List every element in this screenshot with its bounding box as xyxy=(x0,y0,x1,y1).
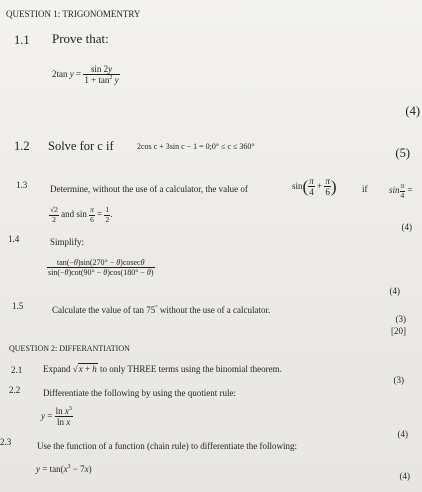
question-1-4-number: 1.4 xyxy=(8,234,20,244)
question-2-heading: QUESTION 2: DIFFERANTIATION xyxy=(9,344,130,353)
question-2-2-expression: y = $\frac{\ln x^3}{\text{ln x}}$ xyxy=(41,406,72,428)
question-1-3-if: if xyxy=(362,184,368,194)
question-1-1-marks: (4) xyxy=(405,104,420,118)
question-1-heading: QUESTION 1: TRIGONOMENTRY xyxy=(6,9,141,19)
question-1-5-text-pre: Calculate the value of tan 75 xyxy=(52,305,156,315)
question-2-3-text: Use the function of a function (chain rule) to differentiate the following: xyxy=(37,441,297,451)
question-2-1-text-pre: Expand xyxy=(43,364,71,374)
question-2-1-text-post: to only THREE terms using the binomial theorem. xyxy=(100,364,282,374)
question-2-3-number: 2.3 xyxy=(0,437,12,447)
question-2-3-expression: $y = \tan(x^3 - 7x)$ xyxy=(36,464,92,474)
question-1-3-given-values: $\frac{√2}{2}$ and sin $\frac{\pi}{6}$ = $\frac{1}{2}$ . xyxy=(50,205,113,224)
question-2-1-marks: (3) xyxy=(393,375,404,385)
question-1-5-text: Calculate the value of tan 75° without the use of a calculator. xyxy=(52,305,271,315)
question-1-3-given-sine: sin $\frac{\pi}{4}$ = xyxy=(389,181,413,200)
question-1-3-expression: sin( $\frac{\pi}{4}$ + $\frac{\pi}{6}$ ) xyxy=(292,176,337,198)
question-1-1-number: 1.1 xyxy=(14,33,30,47)
question-1-3-number: 1.3 xyxy=(16,180,28,190)
question-1-3-text: Determine, without the use of a calculator, the value of xyxy=(50,184,248,194)
question-1-4-text: Simplify: xyxy=(50,237,85,247)
question-2-3-marks: (4) xyxy=(399,471,410,481)
question-1-2-text: Solve for c if xyxy=(48,139,114,153)
question-1-5-marks: (3) xyxy=(395,314,406,324)
question-1-1-text: Prove that: xyxy=(52,31,109,46)
question-1-2-marks: (5) xyxy=(395,146,410,160)
question-2-2-number: 2.2 xyxy=(9,385,21,395)
question-1-total: [20] xyxy=(391,326,406,336)
question-2-1-text: Expand √x + h to only THREE terms using the binomial theorem. xyxy=(43,364,282,374)
question-2-2-text: Differentiate the following by using the quotient rule: xyxy=(43,388,237,398)
question-2-2-marks: (4) xyxy=(397,429,408,439)
question-1-1-identity: 2tan y = $\frac{\sin 2y}{1 + \tan^2 y}$ xyxy=(52,64,119,86)
question-1-3-and: and xyxy=(61,209,75,220)
question-1-5-number: 1.5 xyxy=(12,301,24,311)
question-1-5-text-post: without the use of a calculator. xyxy=(157,305,271,315)
question-1-4-expression: $\frac{\tan(-\theta)\sin(270^\circ - \theta)cosec\theta}{\sin(-\theta)\cot(90^\circ - \theta)\cos(180^\circ - \theta)}$ xyxy=(48,258,154,278)
question-2-1-number: 2.1 xyxy=(11,365,23,375)
question-1-2-equation: 2cos c + 3sin c − 1 = 0;0° ≤ c ≤ 360° xyxy=(137,142,255,151)
question-1-2-number: 1.2 xyxy=(14,139,30,153)
question-1-3-marks: (4) xyxy=(401,222,412,232)
question-1-4-marks: (4) xyxy=(389,286,400,296)
